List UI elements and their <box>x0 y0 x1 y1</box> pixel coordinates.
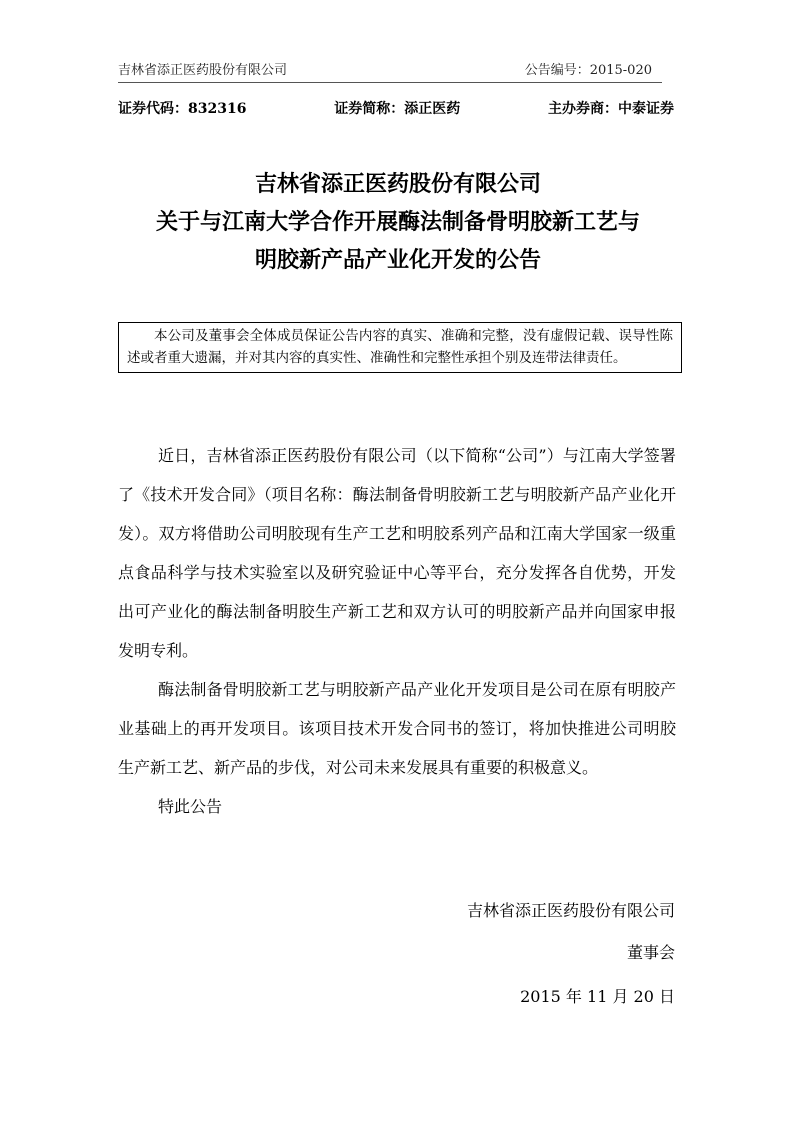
announcement-body <box>118 436 676 826</box>
security-info <box>118 98 674 118</box>
document-title <box>118 165 678 279</box>
title-line-2: 关于与江南大学合作开展酶法制备骨明胶新工艺与 <box>155 209 640 235</box>
header-company: 吉林省添正医药股份有限公司 <box>118 63 288 78</box>
signature-company: 吉林省添正医药股份有限公司 <box>466 901 675 920</box>
closing-line: 特此公告 <box>158 797 223 816</box>
body-paragraph-2: 酶法制备骨明胶新工艺与明胶新产品产业化开发项目是公司在原有明胶产业基础上的再开发项目。该项目技术开发合同书的签订，将加快推进公司明胶生产新工艺、新产品的步伐，对公司未来发展具有重要的积极意义。 <box>118 680 676 777</box>
title-line-3: 明胶新产品产业化开发的公告 <box>254 247 541 273</box>
title-line-1: 吉林省添正医药股份有限公司 <box>254 171 541 197</box>
security-code: 证券代码：832316 <box>118 101 247 117</box>
sponsor-broker: 主办券商：中泰证券 <box>547 101 674 117</box>
security-short-name: 证券简称：添正医药 <box>334 101 461 117</box>
announcement-number: 公告编号：2015-020 <box>524 63 652 78</box>
signature-board: 董事会 <box>626 943 675 962</box>
signature-date: 2015 年 11 月 20 日 <box>520 987 675 1006</box>
page-header <box>118 59 662 83</box>
body-paragraph-1: 近日，吉林省添正医药股份有限公司（以下简称“公司”）与江南大学签署了《技术开发合同》（项目名称：酶法制备骨明胶新工艺与明胶新产品产业化开发）。双方将借助公司明胶现有生产工艺和明胶系列产品和江南大学国家一级重点食品科学与技术实验室以及研究验证中心等平台，充分发挥各自优势，开发出可产业化的酶法制备明胶生产新工艺和双方认可的明胶新产品并向国家申报发明专利。 <box>118 446 676 660</box>
board-notice-box: 本公司及董事会全体成员保证公告内容的真实、准确和完整，没有虚假记载、误导性陈述或者重大遗漏，并对其内容的真实性、准确性和完整性承担个别及连带法律责任。 <box>118 322 682 373</box>
